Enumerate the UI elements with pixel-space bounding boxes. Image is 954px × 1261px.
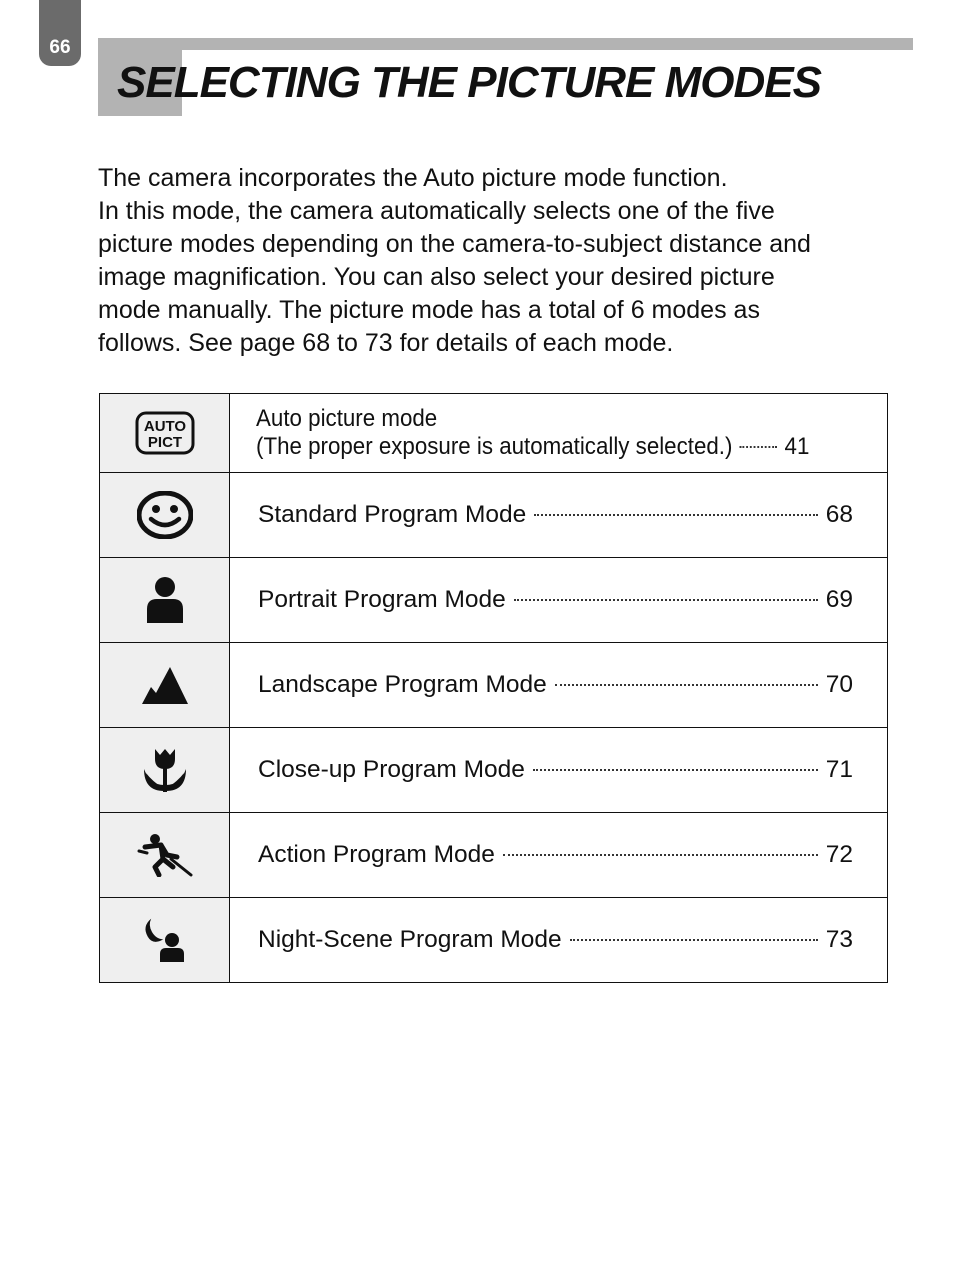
mode-row-portrait (100, 557, 887, 642)
auto-pict-icon (135, 411, 195, 455)
mode-row-auto (100, 394, 887, 472)
mountain-icon (141, 665, 189, 705)
mode-text-cell (230, 728, 887, 812)
intro-line: follows. See page 68 to 73 for details of each mode. (98, 329, 674, 357)
mode-icon-cell (100, 643, 230, 727)
mode-text-cell (230, 813, 887, 897)
mode-icon-cell (100, 558, 230, 642)
moon-person-icon (140, 918, 190, 962)
intro-paragraph (98, 162, 898, 360)
mode-text-cell (230, 394, 841, 472)
mode-page-number: 71 (825, 756, 853, 783)
mode-text-cell (230, 473, 887, 557)
mode-label: Portrait Program Mode (258, 586, 506, 613)
intro-line: image magnification. You can also select your desired picture (98, 263, 775, 291)
smiley-icon (137, 491, 193, 539)
mode-icon-cell (100, 394, 230, 472)
header-rule (98, 38, 913, 50)
mode-label: Night-Scene Program Mode (258, 926, 562, 953)
mode-label: Action Program Mode (258, 841, 495, 868)
mode-row-closeup (100, 727, 887, 812)
mode-label: Landscape Program Mode (258, 671, 547, 698)
mode-icon-cell (100, 473, 230, 557)
mode-page-number: 70 (825, 671, 853, 698)
mode-page-number: 69 (825, 586, 853, 613)
intro-line: picture modes depending on the camera-to-subject distance and (98, 230, 811, 258)
dot-leader (534, 514, 817, 516)
portrait-icon (143, 577, 187, 623)
dot-leader (503, 854, 818, 856)
auto-icon-text: AUTO (143, 418, 186, 435)
intro-line: In this mode, the camera automatically selects one of the five (98, 197, 775, 225)
mode-description: (The proper exposure is automatically selected.) (256, 433, 733, 460)
tulip-icon (142, 747, 188, 793)
mode-text-cell (230, 558, 887, 642)
dot-leader (533, 769, 818, 771)
page-number-tab (39, 0, 81, 66)
intro-line: mode manually. The picture mode has a total of 6 modes as (98, 296, 760, 324)
mode-icon-cell (100, 898, 230, 982)
mode-label: Auto picture mode (256, 405, 438, 432)
page-title: SELECTING THE PICTURE MODES (117, 58, 821, 107)
dot-leader (740, 446, 777, 448)
mode-label: Standard Program Mode (258, 501, 527, 528)
mode-page-number: 68 (825, 501, 853, 528)
mode-text-cell (230, 898, 887, 982)
dot-leader (555, 684, 818, 686)
page-number: 66 (49, 37, 71, 58)
mode-icon-cell (100, 728, 230, 812)
dot-leader (570, 939, 818, 941)
mode-row-action (100, 812, 887, 897)
mode-page-number: 73 (825, 926, 853, 953)
mode-label: Close-up Program Mode (258, 756, 525, 783)
dot-leader (514, 599, 818, 601)
mode-row-landscape (100, 642, 887, 727)
mode-page-number: 41 (784, 433, 810, 460)
mode-text-cell (230, 643, 887, 727)
mode-row-standard (100, 472, 887, 557)
running-person-icon (137, 833, 193, 877)
mode-icon-cell (100, 813, 230, 897)
mode-row-night-scene (100, 897, 887, 982)
mode-page-number: 72 (825, 841, 853, 868)
pict-icon-text: PICT (147, 434, 182, 451)
picture-modes-table (99, 393, 888, 983)
intro-line: The camera incorporates the Auto picture mode function. (98, 164, 728, 192)
